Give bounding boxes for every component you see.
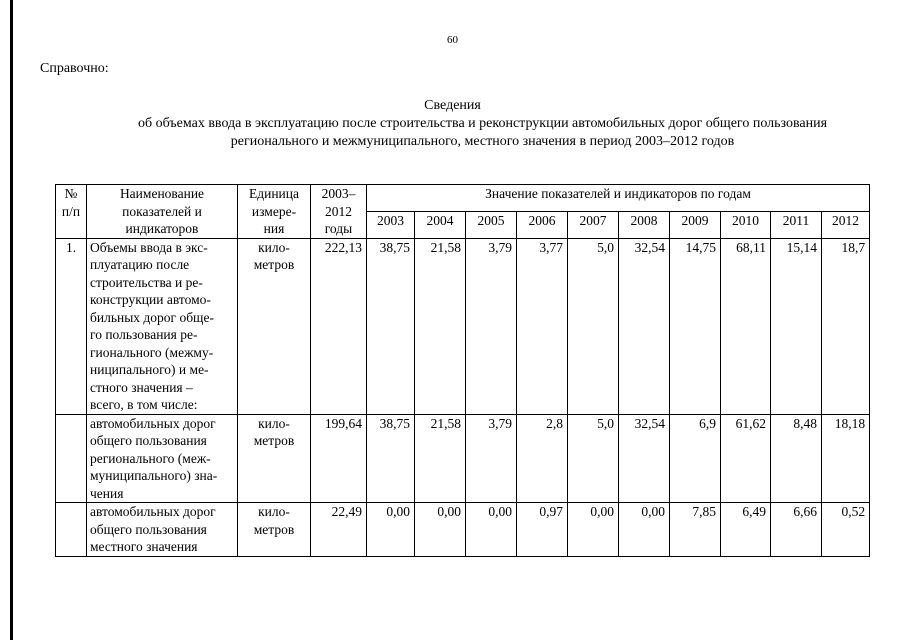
row-num: 1.	[56, 238, 87, 414]
left-margin-bar	[10, 0, 13, 640]
note-label: Справочно:	[40, 61, 109, 76]
row-unit-line: кило-	[258, 415, 290, 431]
row-name-line: конструкции автомо-	[90, 292, 211, 307]
header-total	[311, 185, 367, 239]
row-total: 22,49	[311, 503, 367, 557]
header-year: 2008	[619, 211, 670, 238]
row-name-line: автомобильных дорог	[90, 504, 216, 519]
row-name-line: плуатацию после	[90, 257, 190, 272]
row-value: 8,48	[771, 414, 822, 503]
row-value: 38,75	[367, 414, 415, 503]
row-name	[87, 414, 238, 503]
header-year: 2006	[517, 211, 568, 238]
row-name-line: Объемы ввода в экс-	[90, 239, 208, 255]
header-text: измере-	[251, 203, 297, 219]
row-value: 7,85	[670, 503, 721, 557]
row-name	[87, 238, 238, 414]
row-value: 68,11	[721, 238, 771, 414]
page-number: 60	[447, 34, 458, 46]
row-name-line: автомобильных дорог	[90, 415, 216, 431]
row-unit-line: кило-	[258, 239, 290, 255]
table-row	[56, 238, 870, 414]
header-name	[87, 185, 238, 239]
header-text: годы	[324, 221, 353, 236]
row-num	[56, 503, 87, 557]
row-value: 14,75	[670, 238, 721, 414]
row-value: 32,54	[619, 414, 670, 503]
row-value: 5,0	[568, 238, 619, 414]
row-value: 18,7	[822, 238, 870, 414]
header-year: 2004	[415, 211, 466, 238]
header-year: 2009	[670, 211, 721, 238]
row-value: 6,9	[670, 414, 721, 503]
data-table	[55, 184, 870, 557]
row-name-line: го пользования ре-	[90, 327, 198, 342]
row-name-line: всего, в том числе:	[90, 397, 198, 412]
row-value: 2,8	[517, 414, 568, 503]
row-value: 21,58	[415, 238, 466, 414]
header-text: ния	[263, 221, 285, 236]
row-name-line: общего пользования	[90, 433, 207, 448]
row-name-line: ниципального) и ме-	[90, 362, 209, 377]
row-total: 222,13	[311, 238, 367, 414]
row-value: 3,77	[517, 238, 568, 414]
header-year: 2007	[568, 211, 619, 238]
header-year: 2010	[721, 211, 771, 238]
subtitle-line: об объемах ввода в эксплуатацию после строительства и реконструкции автомобильных дорог общего пользования	[137, 116, 828, 131]
row-value: 32,54	[619, 238, 670, 414]
row-unit	[238, 414, 311, 503]
header-years-group: Значение показателей и индикаторов по годам	[367, 185, 870, 212]
row-value: 6,66	[771, 503, 822, 557]
header-num	[56, 185, 87, 239]
row-num	[56, 414, 87, 503]
document-title: Сведения	[424, 98, 481, 113]
row-unit-line: метров	[253, 433, 295, 448]
header-text: 2012	[325, 203, 352, 219]
header-year: 2012	[822, 211, 870, 238]
row-value: 3,79	[466, 238, 517, 414]
row-unit-line: кило-	[258, 504, 290, 519]
table-row	[56, 414, 870, 503]
row-value: 0,97	[517, 503, 568, 557]
row-unit-line: метров	[253, 521, 295, 537]
row-total: 199,64	[311, 414, 367, 503]
header-text: Единица	[248, 186, 299, 201]
row-name-line: чения	[90, 485, 124, 501]
document-subtitle	[60, 115, 905, 151]
row-name-line: бильных дорог обще-	[90, 309, 214, 325]
row-unit	[238, 238, 311, 414]
header-text: Наименование	[119, 186, 205, 201]
row-value: 5,0	[568, 414, 619, 503]
row-value: 38,75	[367, 238, 415, 414]
header-text: индикаторов	[125, 221, 199, 236]
row-name-line: стного значения –	[90, 379, 193, 395]
row-value: 3,79	[466, 414, 517, 503]
header-text: п/п	[61, 203, 81, 219]
header-year: 2005	[466, 211, 517, 238]
row-value: 15,14	[771, 238, 822, 414]
row-unit-line: метров	[253, 257, 295, 272]
row-value: 0,00	[619, 503, 670, 557]
row-value: 61,62	[721, 414, 771, 503]
header-year: 2003	[367, 211, 415, 238]
header-row	[56, 185, 870, 212]
row-name-line: местного значения	[90, 539, 198, 554]
row-name-line: регионального (меж-	[90, 450, 211, 466]
row-name-line: муниципального) зна-	[90, 468, 218, 483]
row-value: 21,58	[415, 414, 466, 503]
row-name	[87, 503, 238, 557]
header-text: №	[64, 186, 78, 201]
row-value: 0,00	[367, 503, 415, 557]
row-value: 0,52	[822, 503, 870, 557]
subtitle-line: регионального и межмуниципального, местного значения в период 2003–2012 годов	[230, 134, 735, 149]
header-unit	[238, 185, 311, 239]
table-row	[56, 503, 870, 557]
row-name-line: общего пользования	[90, 521, 207, 537]
row-value: 0,00	[568, 503, 619, 557]
row-value: 0,00	[466, 503, 517, 557]
row-name-line: гионального (межму-	[90, 344, 214, 360]
header-text: 2003–	[321, 186, 356, 201]
header-year: 2011	[771, 211, 822, 238]
header-text: показателей и	[122, 203, 202, 219]
row-name-line: строительства и ре-	[90, 274, 203, 290]
row-value: 6,49	[721, 503, 771, 557]
row-unit	[238, 503, 311, 557]
row-value: 18,18	[822, 414, 870, 503]
row-value: 0,00	[415, 503, 466, 557]
